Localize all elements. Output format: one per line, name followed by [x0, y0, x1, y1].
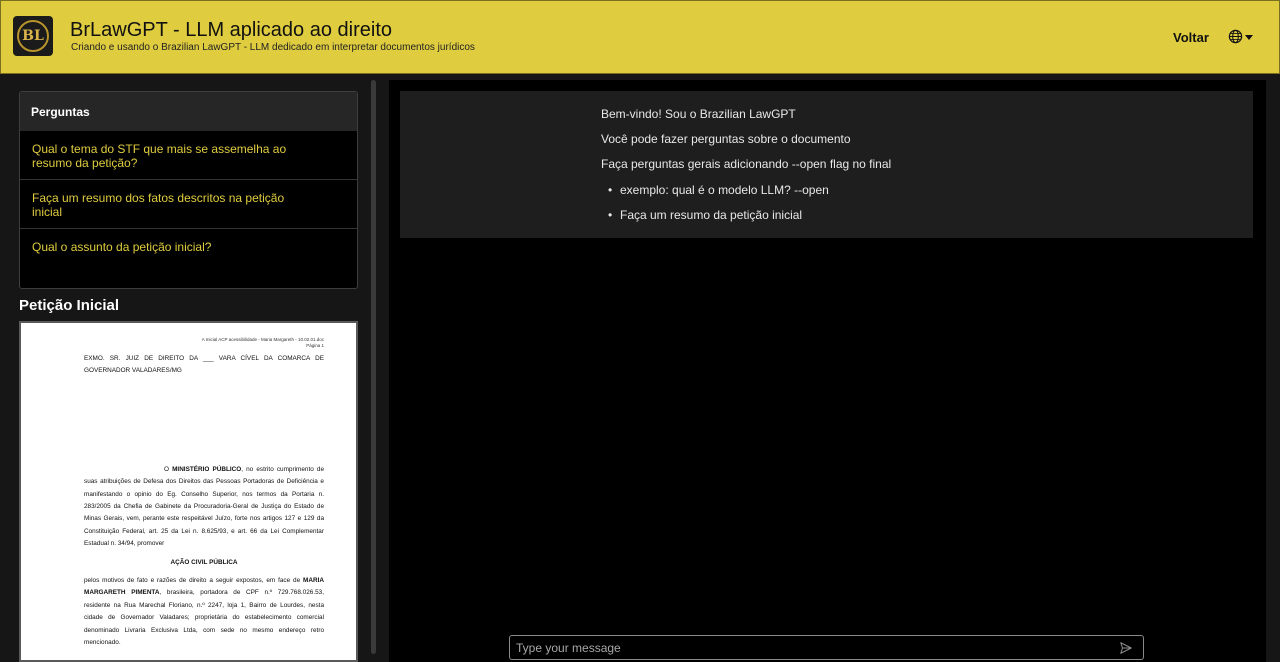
welcome-message: [400, 91, 1253, 238]
document-preview[interactable]: [19, 321, 358, 662]
document-paragraph: [84, 575, 324, 649]
document-opening-rest: , no estrito cumprimento de suas atribuições de Defesa dos Direitos das Pessoas Portadoras de Deficiência e manifestando o opinio do Eg. Conselho Superior, nos termos da Portaria n. 283/2005 da Chefia de Gabinete da Procuradoria-Geral de Justiça do Estado de Minas Gerais, vem, perante este respeitável Juízo, forte nos artigos 127 e 129 da Constituição Federal, art. 25 da Lei n. 8.625/93, e art. 66 da Lei Complementar Estadual n. 34/94, promover: [84, 465, 324, 548]
message-input[interactable]: [516, 640, 1106, 656]
welcome-line: Bem-vindo! Sou o Brazilian LawGPT: [601, 107, 796, 121]
language-selector[interactable]: [1228, 29, 1253, 44]
document-defendant: MARIA MARGARETH PIMENTA: [84, 577, 324, 597]
welcome-line: Você pode fazer perguntas sobre o documento: [601, 132, 851, 146]
question-text: Qual o tema do STF que mais se assemelha ao resumo da petição?: [32, 142, 287, 170]
document-page-number: Página 1: [306, 343, 324, 348]
document-party: MINISTÉRIO PÚBLICO: [172, 465, 242, 473]
question-item[interactable]: [20, 229, 357, 278]
document-page: [84, 337, 324, 650]
message-input-box: [509, 635, 1144, 660]
back-link[interactable]: Voltar: [1173, 30, 1209, 45]
document-body-rest: , brasileira, portadora de CPF n.º 729.768.026.53, residente na Rua Marechal Floriano, n.º 2247, loja 1, Bairro de Lourdes, nesta cidade de Governador Valadares; proprietária do estabelecimento comercial denominado Livraria Exclusiva Ltda, com sede no mesmo endereço retro mencionado.: [84, 589, 324, 647]
left-panel-scrollbar[interactable]: [371, 80, 376, 654]
document-body-lead: pelos motivos de fato e razões de direito a seguir expostos, em face de: [84, 577, 301, 585]
question-item[interactable]: [20, 180, 357, 229]
app-logo: [13, 16, 53, 56]
welcome-bullet: • exemplo: qual é o modelo LLM? --open: [620, 183, 829, 197]
welcome-bullet: • Faça um resumo da petição inicial: [620, 208, 802, 222]
question-text: Faça um resumo dos fatos descritos na petição inicial: [32, 191, 285, 219]
document-section-title: Petição Inicial: [19, 297, 120, 314]
app-subtitle: Criando e usando o Brazilian LawGPT - LLM dedicado em interpretar documentos jurídicos: [71, 42, 475, 53]
question-text: Qual o assunto da petição inicial?: [32, 240, 212, 254]
question-item[interactable]: [20, 131, 357, 180]
document-filename: A Inicial ACP acessibilidade - Maria Margareth - 10.02.01.doc: [201, 337, 324, 342]
app-header: [0, 0, 1280, 74]
welcome-line: Faça perguntas gerais adicionando --open flag no final: [601, 157, 892, 171]
questions-title: Perguntas: [20, 92, 357, 131]
document-paragraph: [84, 464, 324, 551]
questions-panel: [19, 91, 358, 289]
document-opening-lead: O: [164, 465, 169, 473]
send-icon[interactable]: [1119, 641, 1133, 655]
document-addressee: EXMO. SR. JUIZ DE DIREITO DA ___ VARA CÍVEL DA COMARCA DE GOVERNADOR VALADARES/MG: [84, 355, 324, 375]
chevron-down-icon: [1245, 35, 1253, 40]
logo-emblem: BL: [17, 20, 49, 52]
app-title: BrLawGPT - LLM aplicado ao direito: [70, 19, 393, 41]
document-action-title: AÇÃO CIVIL PÚBLICA: [170, 558, 238, 566]
globe-icon: [1228, 29, 1243, 44]
document-meta: [84, 337, 324, 349]
